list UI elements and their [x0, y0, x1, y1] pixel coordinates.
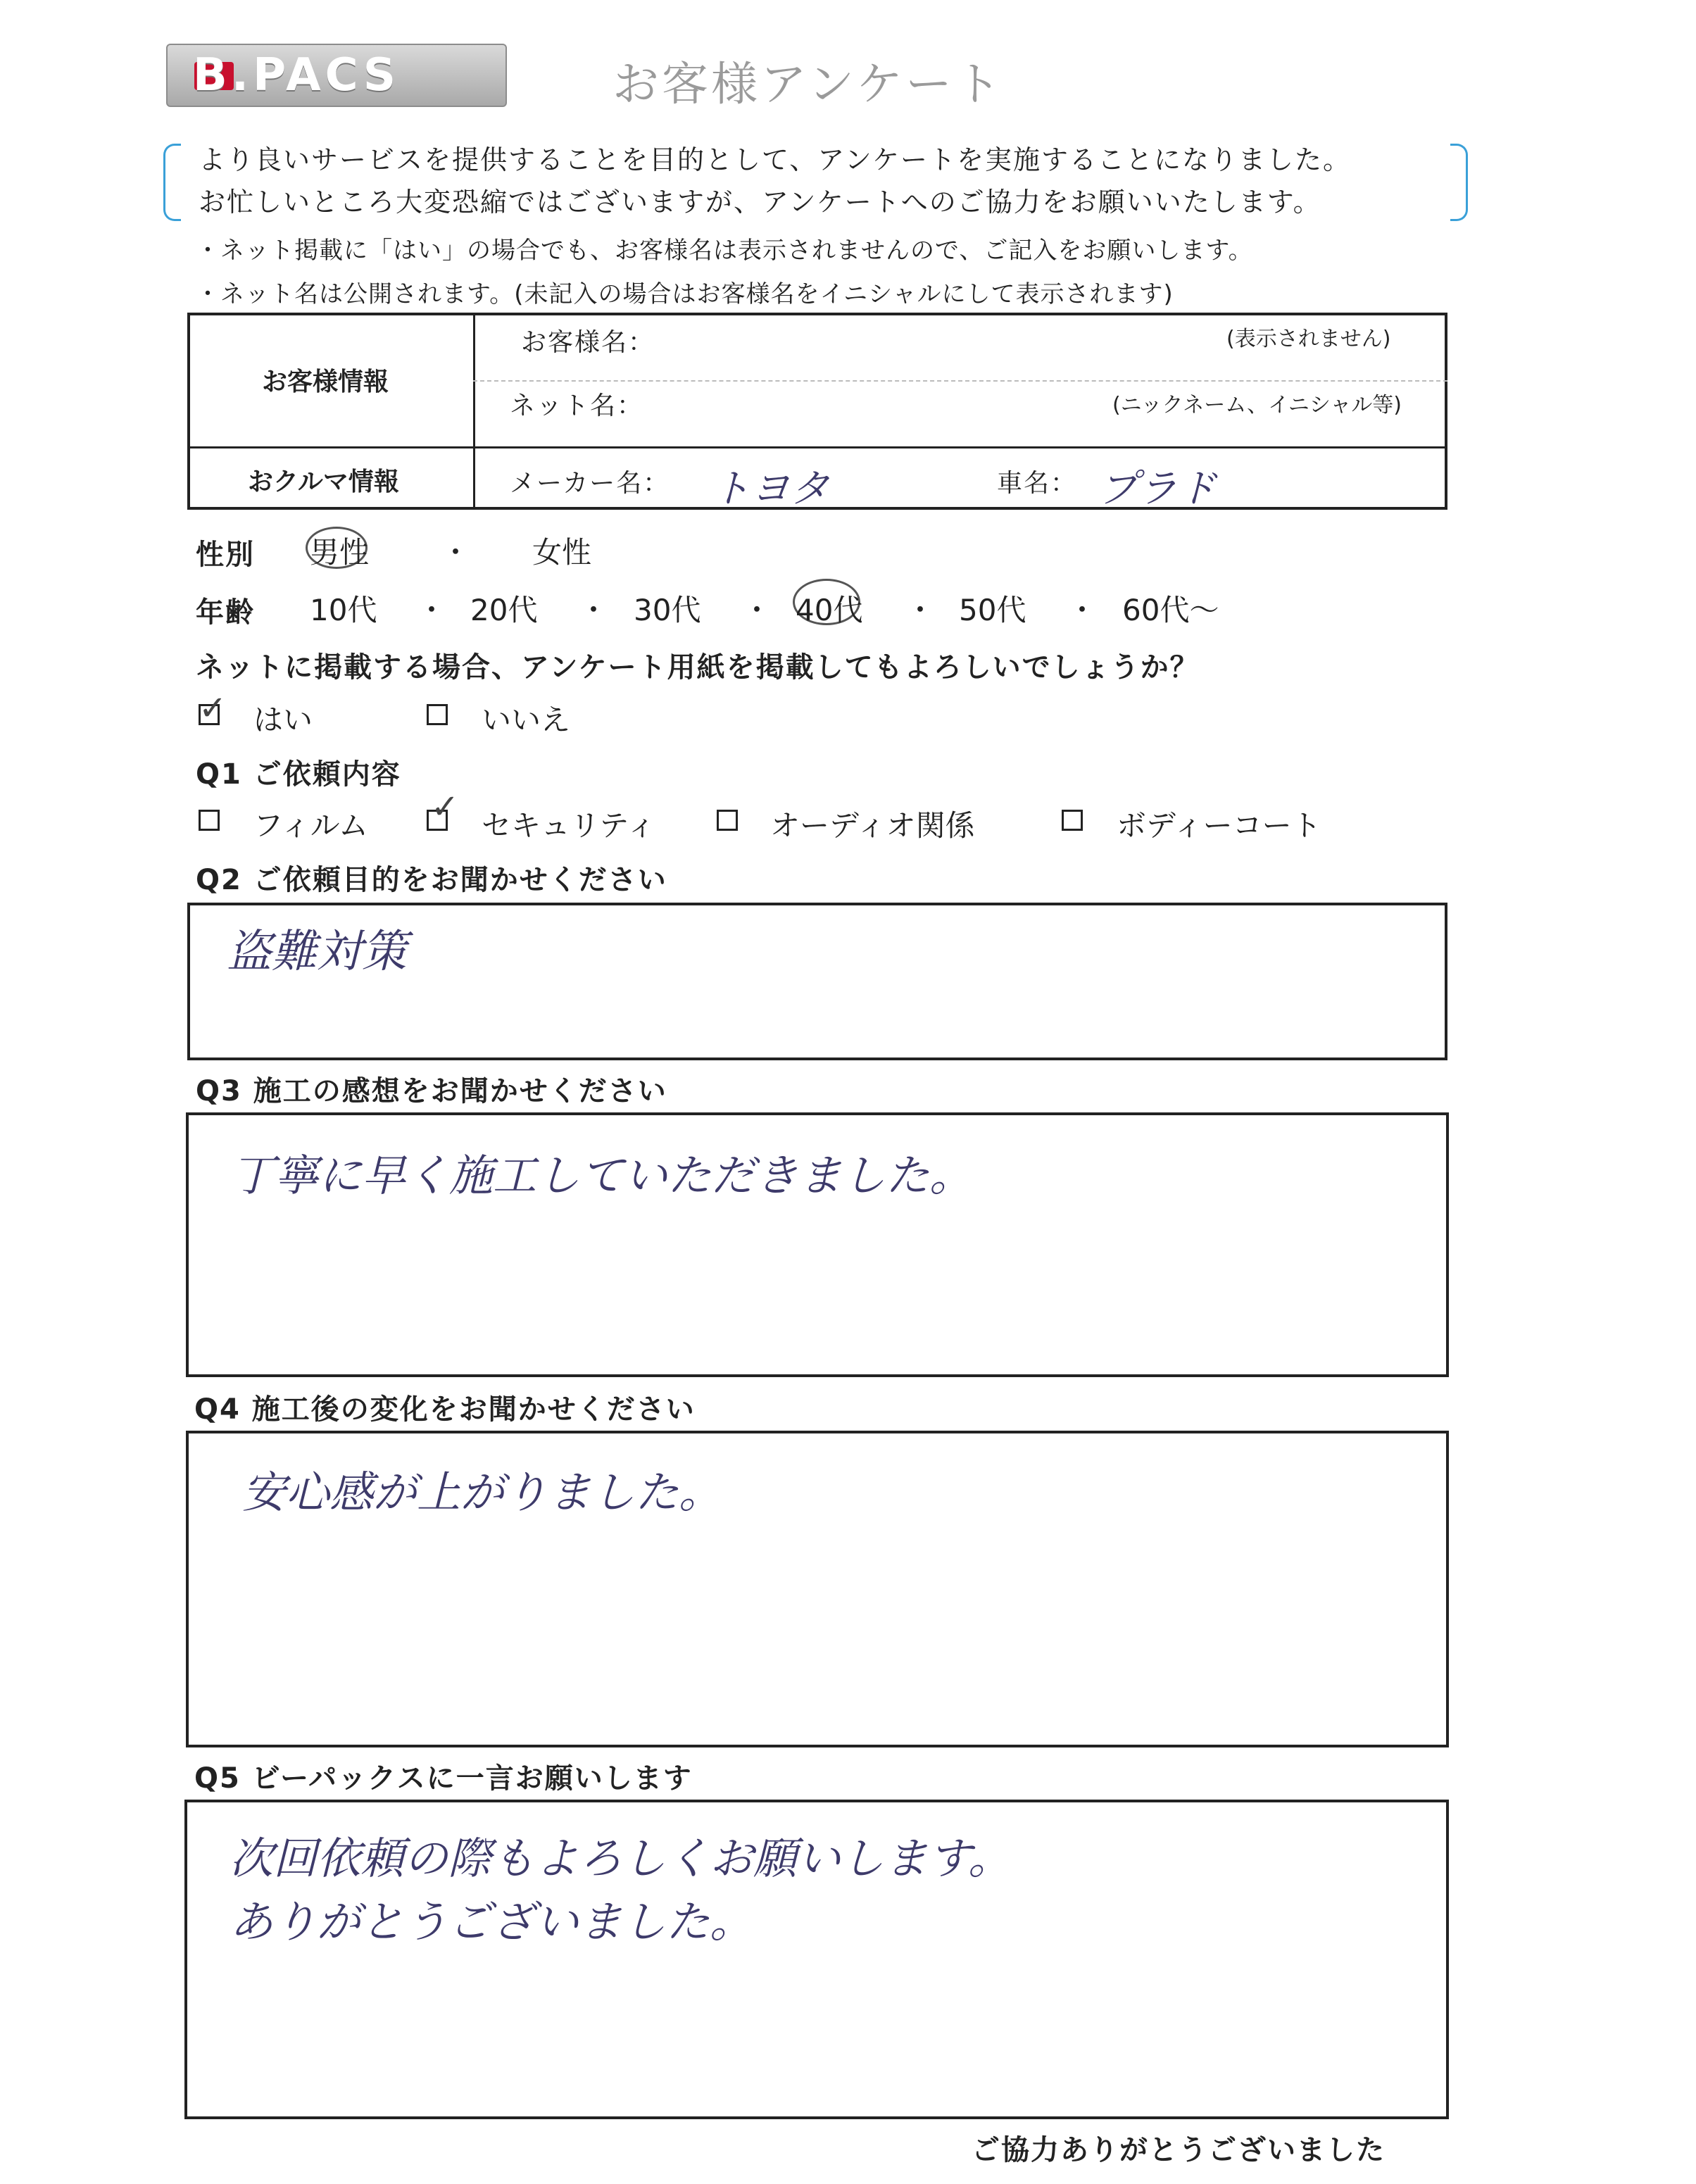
q2-answer-box[interactable]: [187, 903, 1447, 1060]
customer-name-note: (表示されません): [1226, 327, 1391, 351]
age-option-40s[interactable]: 40代: [796, 593, 863, 627]
q5-answer-box[interactable]: [184, 1800, 1449, 2119]
q5-label: Q5 ビーパックスに一言お願いします: [194, 1762, 693, 1795]
q1-label: Q1 ご依頼内容: [196, 758, 401, 791]
customer-info-label: お客様情報: [262, 368, 389, 396]
age-label: 年齢: [196, 596, 255, 629]
net-name-note: (ニックネーム、イニシャル等): [1112, 393, 1402, 418]
publish-no-label: いいえ: [482, 703, 571, 737]
q3-answer-text: 丁寧に早く施工していただきました。: [231, 1150, 974, 1201]
publish-no-checkbox[interactable]: [427, 704, 448, 725]
q3-label: Q3 施工の感想をお聞かせください: [196, 1075, 667, 1107]
intro-line-1: より良いサービスを提供することを目的として、アンケートを実施することになりました。: [199, 144, 1351, 175]
customer-name-label: お客様名：: [521, 328, 655, 357]
gender-option-male[interactable]: 男性: [310, 535, 370, 570]
age-option-50s[interactable]: 50代: [959, 593, 1026, 627]
age-option-60s-plus[interactable]: 60代〜: [1122, 593, 1219, 627]
publish-yes-check-mark: ✓: [199, 689, 227, 728]
age-separator: ・: [905, 593, 936, 627]
bpacs-logo: [166, 44, 507, 107]
intro-note-1: ・ネット掲載に「はい」の場合でも、お客様名は表示されませんので、ご記入をお願いします。: [196, 237, 1253, 265]
age-separator: ・: [417, 593, 447, 627]
age-separator: ・: [742, 593, 772, 627]
publish-question: ネットに掲載する場合、アンケート用紙を掲載してもよろしいでしょうか？: [196, 651, 1200, 684]
gender-label: 性別: [196, 539, 255, 571]
age-option-30s[interactable]: 30代: [634, 593, 701, 627]
publish-yes-label: はい: [253, 703, 313, 737]
maker-label: メーカー名：: [510, 469, 670, 498]
age-separator: ・: [1067, 593, 1098, 627]
q5-answer-line-2: ありがとうございました。: [230, 1896, 754, 1947]
q1-bodycoat-checkbox[interactable]: [1062, 810, 1083, 831]
intro-left-bracket: [163, 144, 181, 221]
info-dashed-line: [473, 380, 1447, 382]
footer-thanks: ご協力ありがとうございました: [972, 2134, 1386, 2166]
customer-name-field[interactable]: [662, 322, 1211, 358]
gender-separator: ・: [441, 535, 471, 570]
q1-audio-checkbox[interactable]: [717, 810, 738, 831]
maker-value[interactable]: トヨタ: [711, 466, 829, 512]
page-title: お客様アンケート: [613, 57, 1005, 111]
car-name-label: 車名：: [997, 469, 1078, 498]
info-table-divider: [473, 313, 475, 510]
car-info-label: おクルマ情報: [248, 467, 399, 496]
q1-security-check-mark: ✓: [431, 787, 460, 827]
q4-answer-text: 安心感が上がりました。: [242, 1467, 723, 1518]
q3-answer-box[interactable]: [186, 1112, 1449, 1377]
q2-label: Q2 ご依頼目的をお聞かせください: [196, 864, 667, 896]
gender-option-female[interactable]: 女性: [532, 535, 592, 570]
logo-text: B.PACS: [193, 49, 400, 101]
q5-answer-line-1: 次回依頼の際もよろしくお願いします。: [230, 1833, 1012, 1884]
age-option-20s[interactable]: 20代: [470, 593, 538, 627]
info-table-row-divider: [187, 446, 1447, 448]
age-separator: ・: [579, 593, 609, 627]
q1-audio-label: オーディオ関係: [770, 808, 975, 843]
car-name-value[interactable]: プラド: [1098, 466, 1217, 512]
q4-answer-box[interactable]: [186, 1431, 1449, 1747]
q1-film-checkbox[interactable]: [199, 810, 220, 831]
intro-note-2: ・ネット名は公開されます。(未記入の場合はお客様名をイニシャルにして表示されます): [196, 280, 1174, 308]
net-name-field[interactable]: [655, 386, 1105, 421]
q4-label: Q4 施工後の変化をお聞かせください: [194, 1393, 696, 1426]
q1-bodycoat-label: ボディーコート: [1117, 808, 1321, 843]
q1-security-label: セキュリティ: [482, 808, 656, 843]
q1-film-label: フィルム: [253, 808, 368, 843]
age-option-10s[interactable]: 10代: [310, 593, 377, 627]
net-name-label: ネット名：: [510, 391, 644, 420]
intro-line-2: お忙しいところ大変恐縮ではございますが、アンケートへのご協力をお願いいたします。: [199, 187, 1321, 218]
intro-right-bracket: [1450, 144, 1468, 221]
q2-answer-text: 盗難対策: [227, 926, 407, 978]
